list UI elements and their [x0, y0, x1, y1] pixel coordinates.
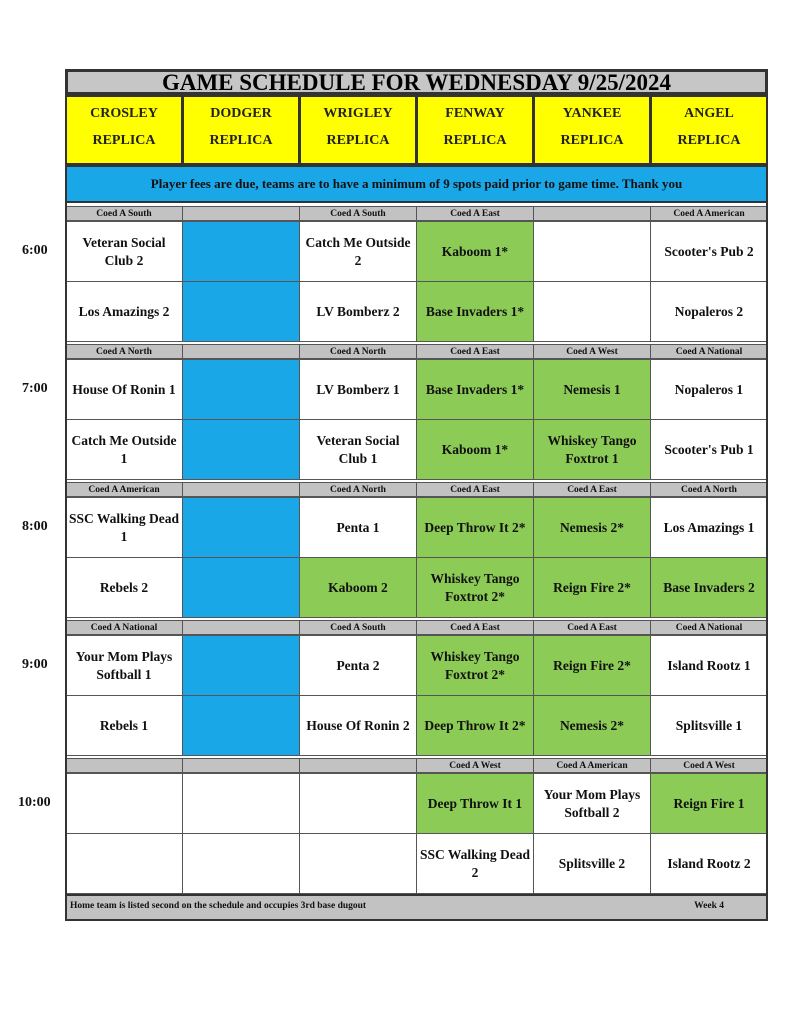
division-label: Coed A East [533, 482, 651, 497]
team-cell: Nopaleros 1 [650, 359, 768, 420]
empty-cell [299, 773, 417, 834]
field-subtitle: REPLICA [209, 133, 273, 148]
empty-cell [182, 695, 300, 756]
division-label: Coed A East [416, 344, 534, 359]
empty-cell [182, 497, 300, 558]
time-label: 10:00 [18, 795, 51, 810]
team-cell: Deep Throw It 2* [416, 695, 534, 756]
empty-cell [182, 557, 300, 618]
team-cell: Nemesis 1 [533, 359, 651, 420]
team-cell: Nemesis 2* [533, 497, 651, 558]
empty-cell [299, 833, 417, 894]
division-label: Coed A West [416, 758, 534, 773]
division-label [533, 206, 651, 221]
team-cell: Kaboom 2 [299, 557, 417, 618]
division-label [65, 758, 183, 773]
field-subtitle: REPLICA [677, 133, 741, 148]
team-cell: House Of Ronin 2 [299, 695, 417, 756]
team-cell: Veteran Social Club 1 [299, 419, 417, 480]
team-cell: Rebels 2 [65, 557, 183, 618]
empty-cell [182, 359, 300, 420]
footer-bar [65, 894, 768, 921]
team-cell: Whiskey Tango Foxtrot 2* [416, 635, 534, 696]
team-cell: House Of Ronin 1 [65, 359, 183, 420]
division-label: Coed A South [65, 206, 183, 221]
empty-cell [182, 419, 300, 480]
time-label: 6:00 [22, 243, 48, 258]
home-team-note: Home team is listed second on the schedule and occupies 3rd base dugout [70, 901, 367, 911]
time-label: 9:00 [22, 657, 48, 672]
field-name: YANKEE [562, 106, 622, 121]
page-title: GAME SCHEDULE FOR WEDNESDAY 9/25/2024 [65, 69, 768, 95]
team-cell: Whiskey Tango Foxtrot 2* [416, 557, 534, 618]
empty-cell [182, 281, 300, 342]
team-cell: Nemesis 2* [533, 695, 651, 756]
fee-notice: Player fees are due, teams are to have a minimum of 9 spots paid prior to game time. Thank you [65, 165, 768, 203]
team-cell: Island Rootz 2 [650, 833, 768, 894]
team-cell: Penta 2 [299, 635, 417, 696]
division-label: Coed A National [650, 620, 768, 635]
division-label: Coed A North [299, 482, 417, 497]
division-label [182, 482, 300, 497]
division-label: Coed A North [650, 482, 768, 497]
team-cell: Los Amazings 1 [650, 497, 768, 558]
team-cell: SSC Walking Dead 2 [416, 833, 534, 894]
team-cell: Scooter's Pub 1 [650, 419, 768, 480]
empty-cell [65, 833, 183, 894]
field-subtitle: REPLICA [443, 133, 507, 148]
empty-cell [533, 281, 651, 342]
division-label: Coed A West [533, 344, 651, 359]
field-name: CROSLEY [90, 106, 158, 121]
team-cell: Catch Me Outside 2 [299, 221, 417, 282]
team-cell: Base Invaders 1* [416, 281, 534, 342]
team-cell: Los Amazings 2 [65, 281, 183, 342]
field-header-fenway [416, 95, 534, 165]
team-cell: Rebels 1 [65, 695, 183, 756]
empty-cell [182, 221, 300, 282]
field-header-crosley [65, 95, 183, 165]
team-cell: Deep Throw It 1 [416, 773, 534, 834]
team-cell: Kaboom 1* [416, 419, 534, 480]
field-header-wrigley [299, 95, 417, 165]
team-cell: Splitsville 1 [650, 695, 768, 756]
team-cell: Reign Fire 1 [650, 773, 768, 834]
field-name: ANGEL [684, 106, 734, 121]
field-subtitle: REPLICA [560, 133, 624, 148]
team-cell: Base Invaders 1* [416, 359, 534, 420]
division-label: Coed A American [650, 206, 768, 221]
division-label: Coed A West [650, 758, 768, 773]
team-cell: Island Rootz 1 [650, 635, 768, 696]
empty-cell [182, 833, 300, 894]
field-header-angel [650, 95, 768, 165]
team-cell: Reign Fire 2* [533, 635, 651, 696]
division-label: Coed A South [299, 620, 417, 635]
division-label: Coed A North [299, 344, 417, 359]
division-label: Coed A East [533, 620, 651, 635]
week-label: Week 4 [694, 901, 724, 911]
division-label: Coed A National [650, 344, 768, 359]
empty-cell [182, 773, 300, 834]
field-header-dodger [182, 95, 300, 165]
team-cell: Reign Fire 2* [533, 557, 651, 618]
team-cell: LV Bomberz 1 [299, 359, 417, 420]
division-label [182, 758, 300, 773]
time-label: 7:00 [22, 381, 48, 396]
team-cell: LV Bomberz 2 [299, 281, 417, 342]
team-cell: SSC Walking Dead 1 [65, 497, 183, 558]
team-cell: Veteran Social Club 2 [65, 221, 183, 282]
division-label [182, 620, 300, 635]
division-label: Coed A American [533, 758, 651, 773]
empty-cell [65, 773, 183, 834]
field-subtitle: REPLICA [326, 133, 390, 148]
division-label: Coed A East [416, 206, 534, 221]
division-label: Coed A National [65, 620, 183, 635]
team-cell: Catch Me Outside 1 [65, 419, 183, 480]
division-label [182, 344, 300, 359]
field-name: WRIGLEY [323, 106, 393, 121]
empty-cell [533, 221, 651, 282]
division-label [182, 206, 300, 221]
field-header-yankee [533, 95, 651, 165]
team-cell: Nopaleros 2 [650, 281, 768, 342]
team-cell: Kaboom 1* [416, 221, 534, 282]
field-subtitle: REPLICA [92, 133, 156, 148]
time-label: 8:00 [22, 519, 48, 534]
team-cell: Scooter's Pub 2 [650, 221, 768, 282]
team-cell: Splitsville 2 [533, 833, 651, 894]
team-cell: Base Invaders 2 [650, 557, 768, 618]
division-label: Coed A North [65, 344, 183, 359]
field-name: DODGER [210, 106, 272, 121]
division-label [299, 758, 417, 773]
division-label: Coed A East [416, 620, 534, 635]
team-cell: Deep Throw It 2* [416, 497, 534, 558]
empty-cell [182, 635, 300, 696]
division-label: Coed A South [299, 206, 417, 221]
schedule-sheet [65, 69, 768, 921]
field-name: FENWAY [445, 106, 505, 121]
team-cell: Whiskey Tango Foxtrot 1 [533, 419, 651, 480]
division-label: Coed A American [65, 482, 183, 497]
division-label: Coed A East [416, 482, 534, 497]
team-cell: Your Mom Plays Softball 2 [533, 773, 651, 834]
team-cell: Your Mom Plays Softball 1 [65, 635, 183, 696]
team-cell: Penta 1 [299, 497, 417, 558]
